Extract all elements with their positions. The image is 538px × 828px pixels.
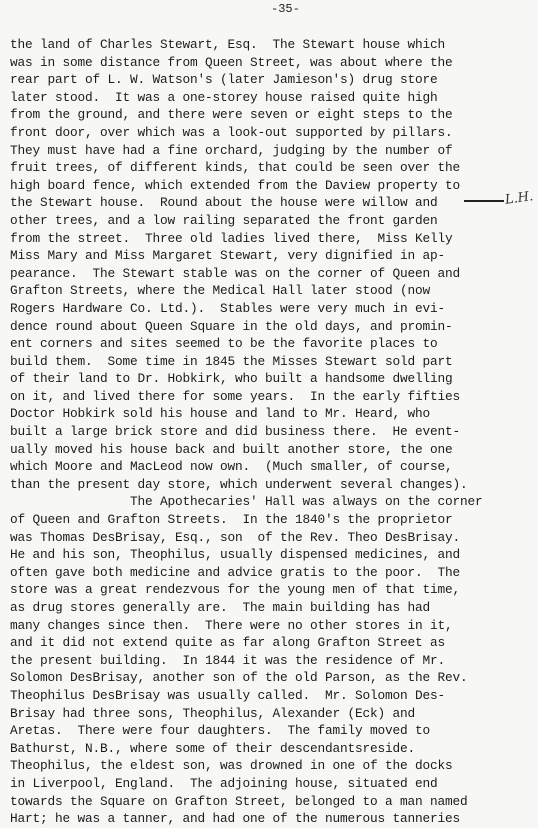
- text-line: He and his son, Theophilus, usually dispensed medicines, and: [10, 547, 460, 563]
- text-line: Doctor Hobkirk sold his house and land to Mr. Heard, who: [10, 406, 430, 422]
- text-line: Brisay had three sons, Theophilus, Alexander (Eck) and: [10, 705, 415, 721]
- page-number: -35-: [271, 2, 300, 16]
- text-line: towards the Square on Grafton Street, belonged to a man named: [10, 793, 468, 809]
- text-line: pearance. The Stewart stable was on the corner of Queen and: [10, 265, 460, 281]
- text-line: built a large brick store and did business there. He event-: [10, 424, 460, 440]
- text-line: from the ground, and there were seven or eight steps to the: [10, 107, 453, 123]
- text-line: Solomon DesBrisay, another son of the old Parson, as the Rev.: [10, 670, 468, 686]
- text-line: of Queen and Grafton Streets. In the 1840's the proprietor: [10, 512, 453, 528]
- text-line: and it did not extend quite as far along Grafton Street as: [10, 635, 445, 651]
- text-line: dence round about Queen Square in the old days, and promin-: [10, 318, 453, 334]
- text-line: the land of Charles Stewart, Esq. The Stewart house which: [10, 37, 445, 52]
- text-line: Rogers Hardware Co. Ltd.). Stables were very much in evi-: [10, 300, 445, 316]
- text-line: was in some distance from Queen Street, was about where the: [10, 54, 453, 70]
- text-line: of their land to Dr. Hobkirk, who built a handsome dwelling: [10, 371, 453, 387]
- text-line: the Stewart house. Round about the house were willow and: [10, 195, 438, 211]
- text-line: Bathurst, N.B., where some of their descendantsreside.: [10, 740, 415, 756]
- text-line: Grafton Streets, where the Medical Hall later stood (now: [10, 283, 430, 299]
- strikethrough-mark: [464, 200, 504, 202]
- text-line: store was a great rendezvous for the young men of that time,: [10, 582, 460, 598]
- text-line: many changes since then. There were no other stores in it,: [10, 617, 453, 633]
- text-line: from the street. Three old ladies lived there, Miss Kelly: [10, 230, 453, 246]
- text-line: which Moore and MacLeod now own. (Much smaller, of course,: [10, 459, 453, 475]
- text-line: They must have had a fine orchard, judging by the number of: [10, 142, 453, 158]
- text-line: often gave both medicine and advice gratis to the poor. The: [10, 564, 460, 580]
- text-line: fruit trees, of different kinds, that could be seen over the: [10, 160, 460, 176]
- handwritten-margin-initials: L.H.: [504, 189, 535, 208]
- text-line: other trees, and a low railing separated the front garden: [10, 212, 438, 228]
- text-line: ent corners and sites seemed to be the favorite places to: [10, 336, 438, 352]
- body-text: [10, 36, 535, 828]
- text-line: as drug stores generally are. The main building has had: [10, 600, 430, 615]
- text-line: front door, over which was a look-out supported by pillars.: [10, 124, 453, 140]
- text-line: later stood. It was a one-storey house raised quite high: [10, 89, 438, 105]
- text-line: Aretas. There were four daughters. The family moved to: [10, 723, 430, 739]
- text-line: ually moved his house back and built another store, the one: [10, 441, 453, 457]
- text-line: Theophilus, the eldest son, was drowned in one of the docks: [10, 758, 453, 774]
- text-line: Hart; he was a tanner, and had one of the numerous tanneries: [10, 811, 460, 827]
- text-line: build them. Some time in 1845 the Misses Stewart sold part: [10, 353, 453, 369]
- text-line: on it, and lived there for some years. In the early fifties: [10, 388, 460, 404]
- text-line: high board fence, which extended from the Daview property to: [10, 177, 460, 193]
- text-line: than the present day store, which underwent several changes).: [10, 476, 468, 492]
- text-line: Miss Mary and Miss Margaret Stewart, very dignified in ap-: [10, 248, 445, 264]
- text-line: was Thomas DesBrisay, Esq., son of the Rev. Theo DesBrisay.: [10, 529, 460, 545]
- text-line: rear part of L. W. Watson's (later Jamieson's) drug store: [10, 72, 438, 88]
- text-line: The Apothecaries' Hall was always on the corner: [10, 494, 483, 510]
- text-line: Theophilus DesBrisay was usually called. Mr. Solomon Des-: [10, 687, 445, 703]
- text-line: in Liverpool, England. The adjoining house, situated end: [10, 775, 438, 791]
- text-line: the present building. In 1844 it was the residence of Mr.: [10, 652, 445, 668]
